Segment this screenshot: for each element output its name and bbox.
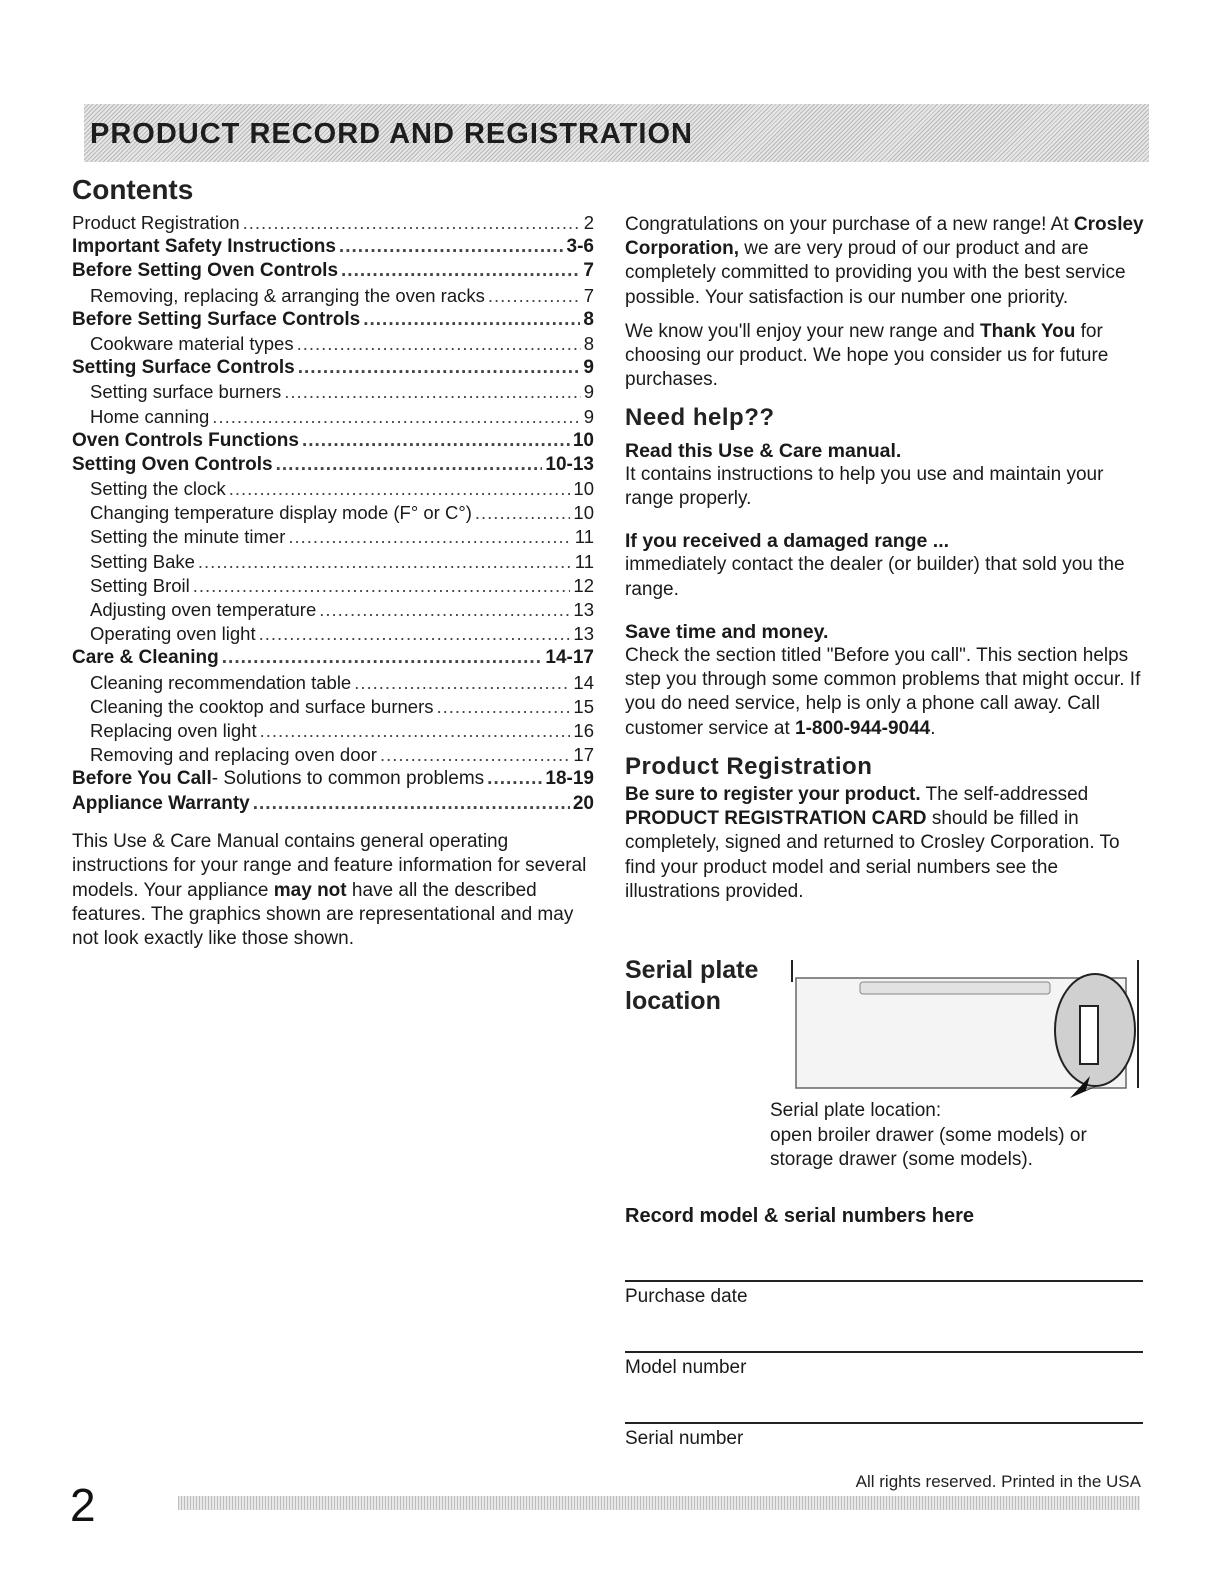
intro-text: for choosing our product. We hope you consider us for future purchases. (625, 320, 1109, 391)
product-registration-heading: Product Registration (625, 752, 873, 780)
toc-page-number: 7 (583, 260, 594, 282)
toc-entry (72, 357, 594, 381)
toc-page-number: 10 (572, 429, 594, 451)
toc-entry-title: Setting the minute timer (90, 526, 286, 548)
damaged-range-heading: If you received a damaged range ... (625, 530, 950, 553)
toc-entry-title: Replacing oven light (90, 719, 257, 741)
toc-leader-dots (253, 793, 570, 815)
toc-entry (72, 406, 594, 430)
toc-page-number: 11 (574, 550, 594, 572)
toc-entry (72, 672, 594, 696)
header-banner (84, 104, 1149, 162)
toc-entry (72, 381, 594, 405)
toc-page-number: 11 (574, 526, 594, 548)
toc-page-number: 10-13 (545, 453, 594, 475)
right-column (625, 213, 1150, 914)
toc-page-number: 14-17 (545, 647, 594, 669)
serial-plate-heading-line: Serial plate (625, 956, 759, 984)
copyright-notice: All rights reserved. Printed in the USA (855, 1472, 1141, 1491)
serial-plate-heading-line: location (625, 987, 721, 1015)
toc-entry (72, 260, 594, 284)
customer-service-phone: 1-800-944-9044 (795, 717, 931, 739)
toc-leader-dots (339, 236, 564, 258)
toc-entry (72, 575, 594, 599)
toc-page-number: 10 (573, 502, 594, 524)
toc-page-number: 2 (583, 212, 594, 233)
toc-entry (72, 744, 594, 768)
toc-entry-subtitle: - Solutions to common problems (211, 768, 485, 790)
footer-bar (178, 1496, 1140, 1510)
toc-leader-dots (380, 744, 570, 766)
toc-entry-title: Care & Cleaning (72, 647, 219, 669)
toc-entry (72, 551, 594, 575)
serial-plate-heading (625, 955, 758, 1017)
save-time-text (625, 644, 1150, 741)
purchase-date-line[interactable] (625, 1280, 1143, 1282)
toc-leader-dots (260, 720, 571, 742)
toc-page-number: 20 (572, 792, 594, 814)
toc-entry-title: Home canning (90, 405, 210, 427)
toc-entry-title: Setting Broil (90, 574, 190, 596)
toc-entry (72, 696, 594, 720)
toc-entry-title: Before Setting Oven Controls (72, 260, 339, 282)
toc-leader-dots (302, 430, 570, 452)
damaged-range-text: immediately contact the dealer (or builder) that sold you the range. (625, 554, 1125, 600)
toc-leader-dots (288, 526, 571, 548)
toc-leader-dots (297, 333, 581, 355)
toc-entry-title: Before You Call (72, 768, 212, 790)
toc-leader-dots (341, 260, 580, 282)
toc-entry-title: Important Safety Instructions (72, 236, 336, 258)
toc-page-number: 13 (573, 599, 594, 620)
toc-leader-dots (243, 212, 581, 234)
toc-leader-dots (363, 309, 580, 331)
toc-leader-dots (276, 454, 543, 476)
toc-entry-title: Oven Controls Functions (72, 429, 299, 451)
caption-line: storage drawer (some models). (770, 1149, 1033, 1170)
toc-entry (72, 236, 594, 260)
disclaimer-text-a: This Use & Care Manual contains general operating instructions for your range and feature information for several models. Your appliance (72, 831, 587, 901)
toc-entry-title: Removing and replacing oven door (90, 744, 377, 766)
toc-entry (72, 623, 594, 647)
toc-entry (72, 526, 594, 550)
serial-number-line[interactable] (625, 1422, 1143, 1424)
toc-entry (72, 768, 594, 792)
toc-entry (72, 720, 594, 744)
caption-line: Serial plate location: (770, 1100, 942, 1121)
toc-entry-title: Appliance Warranty (72, 792, 250, 814)
toc-entry-title: Before Setting Surface Controls (72, 308, 361, 330)
toc-entry (72, 793, 594, 817)
registration-text: The self-addressed (920, 784, 1089, 806)
toc-page-number: 10 (573, 478, 594, 500)
toc-leader-dots (229, 478, 571, 500)
intro-paragraph-2 (625, 320, 1150, 393)
toc-entry (72, 502, 594, 526)
company-name: Crosley Corporation, (625, 214, 1144, 260)
toc-page-number: 9 (583, 405, 594, 427)
toc-leader-dots (437, 696, 571, 718)
toc-page-number: 18-19 (545, 768, 594, 790)
table-of-contents (72, 212, 594, 817)
registration-text: should be filled in completely, signed and returned to Crosley Corporation. To find your product model and serial numbers see the illustrations provided. (625, 808, 1120, 902)
toc-entry (72, 599, 594, 623)
toc-leader-dots (354, 672, 570, 694)
toc-entry-title: Removing, replacing & arranging the oven racks (90, 284, 485, 306)
intro-text: we are very proud of our product and are completely committed to providing you with the best service possible. Your satisfaction is our number one priority. (625, 238, 1126, 308)
toc-page-number: 7 (583, 284, 594, 306)
model-number-label: Model number (625, 1357, 747, 1378)
serial-plate-icon (1080, 1006, 1098, 1064)
page-number: 2 (70, 1479, 96, 1531)
toc-entry-title: Cleaning recommendation table (90, 671, 352, 693)
toc-leader-dots (284, 381, 580, 403)
intro-text: We know you'll enjoy your new range and (625, 320, 980, 342)
toc-leader-dots (319, 599, 570, 621)
need-help-heading: Need help?? (625, 404, 775, 432)
purchase-date-label: Purchase date (625, 1286, 748, 1307)
toc-page-number: 16 (573, 719, 594, 741)
record-numbers-heading: Record model & serial numbers here (625, 1205, 975, 1227)
toc-entry (72, 309, 594, 333)
toc-entry (72, 478, 594, 502)
page-section-title: PRODUCT RECORD AND REGISTRATION (90, 118, 693, 150)
toc-entry (72, 454, 594, 478)
toc-entry-title: Changing temperature display mode (F° or C°) (90, 502, 472, 524)
toc-entry-title: Setting the clock (90, 478, 226, 500)
toc-page-number: 8 (583, 308, 594, 330)
register-lead: Be sure to register your product. (625, 784, 921, 806)
toc-page-number: 13 (573, 623, 594, 645)
model-number-line[interactable] (625, 1351, 1143, 1353)
disclaimer-text-b: have all the described features. The graphics shown are representational and may not look exactly like those shown. (72, 879, 574, 950)
serial-plate-caption (770, 1099, 1130, 1173)
toc-entry (72, 212, 594, 236)
toc-page-number: 14 (573, 671, 594, 693)
drawer-handle (860, 982, 1050, 994)
intro-text: Congratulations on your purchase of a new range! At (625, 214, 1074, 235)
toc-entry-title: Setting surface burners (90, 381, 282, 403)
save-time-body: Check the section titled "Before you call". This section helps step you through some common problems that might occur. If you do need service, help is only a phone call away. Call customer service at (625, 645, 1141, 739)
toc-entry-title: Operating oven light (90, 623, 256, 645)
toc-page-number: 9 (583, 357, 594, 379)
toc-leader-dots (259, 623, 571, 645)
toc-leader-dots (212, 406, 580, 428)
product-registration-text (625, 783, 1150, 904)
toc-leader-dots (298, 357, 581, 379)
registration-card-name: PRODUCT REGISTRATION CARD (625, 808, 927, 830)
thank-you-text: Thank You (979, 320, 1076, 342)
drawer-illustration (790, 958, 1150, 1098)
punctuation: . (930, 717, 936, 739)
serial-number-label: Serial number (625, 1428, 744, 1449)
toc-entry (72, 430, 594, 454)
save-time-heading: Save time and money. (625, 620, 829, 643)
manual-disclaimer (72, 830, 597, 951)
toc-entry-title: Setting Surface Controls (72, 357, 295, 379)
toc-page-number: 3-6 (566, 236, 594, 258)
toc-page-number: 8 (583, 332, 594, 354)
caption-line: open broiler drawer (some models) or (770, 1124, 1087, 1146)
toc-leader-dots (222, 647, 543, 669)
read-manual-text: It contains instructions to help you use and maintain your range properly. (625, 463, 1104, 510)
toc-page-number: 12 (573, 574, 594, 596)
toc-entry-title: Cleaning the cooktop and surface burners (90, 695, 434, 717)
toc-page-number: 9 (583, 381, 594, 403)
toc-page-number: 15 (573, 695, 594, 717)
toc-entry (72, 647, 594, 671)
toc-entry-title: Setting Bake (90, 550, 195, 572)
toc-leader-dots (475, 502, 571, 524)
toc-leader-dots (198, 551, 572, 573)
read-manual-heading: Read this Use & Care manual. (625, 439, 902, 462)
toc-leader-dots (487, 768, 542, 790)
toc-leader-dots (193, 575, 571, 597)
toc-entry-title: Adjusting oven temperature (90, 599, 317, 620)
toc-entry-title: Cookware material types (90, 332, 294, 354)
disclaimer-emphasis: may not (273, 879, 347, 901)
toc-entry-title: Setting Oven Controls (72, 453, 273, 475)
toc-entry (72, 285, 594, 309)
toc-entry-title: Product Registration (72, 212, 240, 233)
contents-heading: Contents (72, 174, 194, 205)
toc-leader-dots (488, 285, 581, 307)
toc-page-number: 17 (573, 744, 594, 766)
toc-entry (72, 333, 594, 357)
intro-paragraph-1 (625, 213, 1150, 310)
